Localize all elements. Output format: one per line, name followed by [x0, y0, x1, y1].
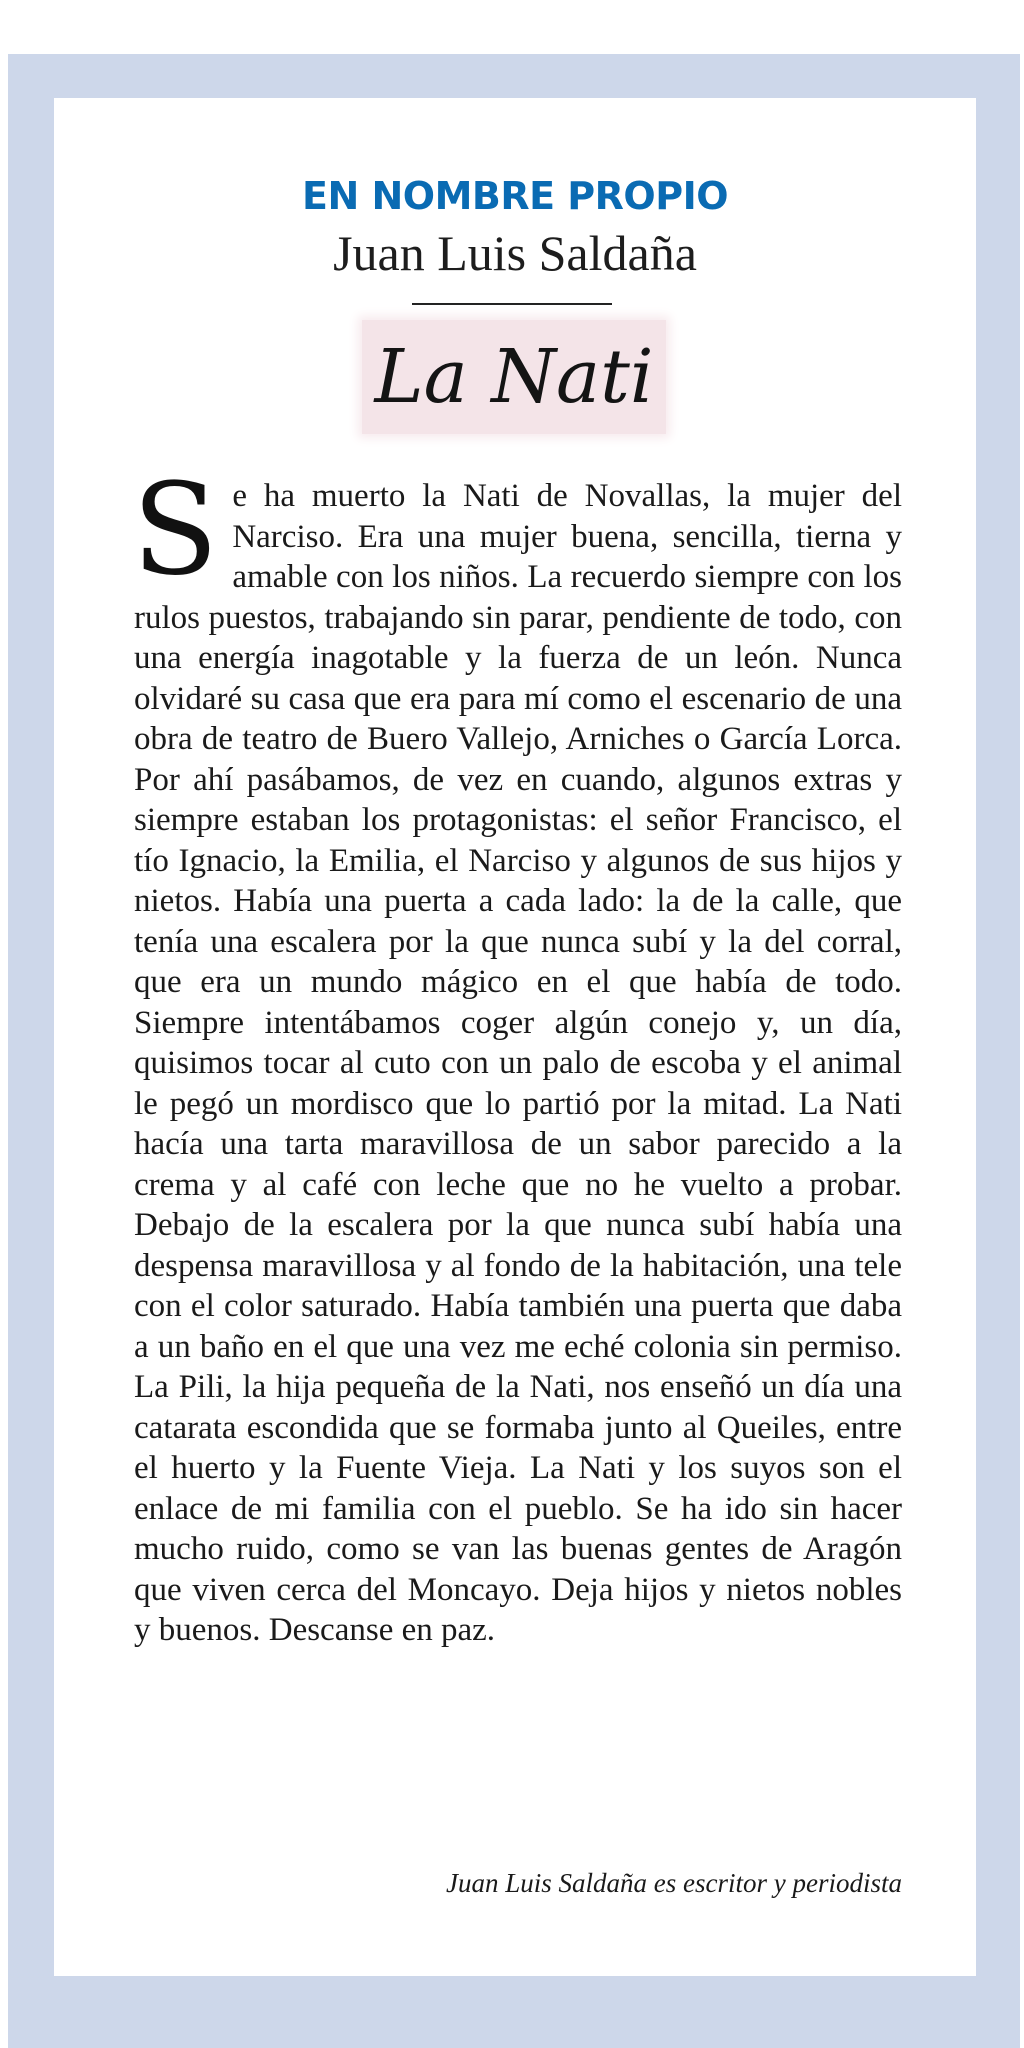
title-highlight — [362, 320, 666, 434]
drop-cap: S — [132, 456, 219, 603]
section-kicker: EN NOMBRE PROPIO — [301, 174, 729, 218]
author-byline: Juan Luis Saldaña es escritor y periodista — [446, 1868, 902, 1898]
columnist-name: Juan Luis Saldaña — [333, 225, 697, 281]
column-card — [54, 98, 976, 1976]
header-divider — [412, 303, 612, 305]
article-text: e ha muerto la Nati de Novallas, la mujer del Narciso. Era una mujer buena, sencilla, tierna y amable con los niños. La recuerdo siempre con los rulos puestos, trabajando sin parar, pendiente de todo, con una energía inagotable y la fuerza de un león. Nunca olvidaré su casa que era para mí como el escenario de una obra de teatro de Buero Vallejo, Arniches o García Lorca. Por ahí pasábamos, de vez en cuando, algunos extras y siempre estaban los protagonistas: el señor Francisco, el tío Ignacio, la Emilia, el Narciso y algunos de sus hijos y nietos. Había una puerta a cada lado: la de la calle, que tenía una escalera por la que nunca subí y la del corral, que era un mundo mágico en el que había de todo. Siempre intentábamos coger algún conejo y, un día, quisimos tocar al cuto con un palo de escoba y el animal le pegó un mordisco que lo partió por la mitad. La Nati hacía una tarta maravillosa de un sabor parecido a la crema y al café con leche que no he vuelto a probar. Debajo de la escalera por la que nunca subí había una despensa maravillosa y al fondo de la habitación, una tele con el color saturado. Había también una puerta que daba a un baño en el que una vez me eché colonia sin permiso. La Pili, la hija pequeña de la Nati, nos enseñó un día una catarata escondida que se formaba junto al Queiles, entre el huerto y la Fuente Vieja. La Nati y los suyos son el enlace de mi familia con el pueblo. Se ha ido sin hacer mucho ruido, como se van las buenas gentes de Aragón que viven cerca del Moncayo. Deja hijos y nietos nobles y buenos. Descanse en paz. — [134, 478, 902, 1648]
article-body — [132, 456, 902, 1651]
article-title: La Nati — [374, 334, 654, 420]
